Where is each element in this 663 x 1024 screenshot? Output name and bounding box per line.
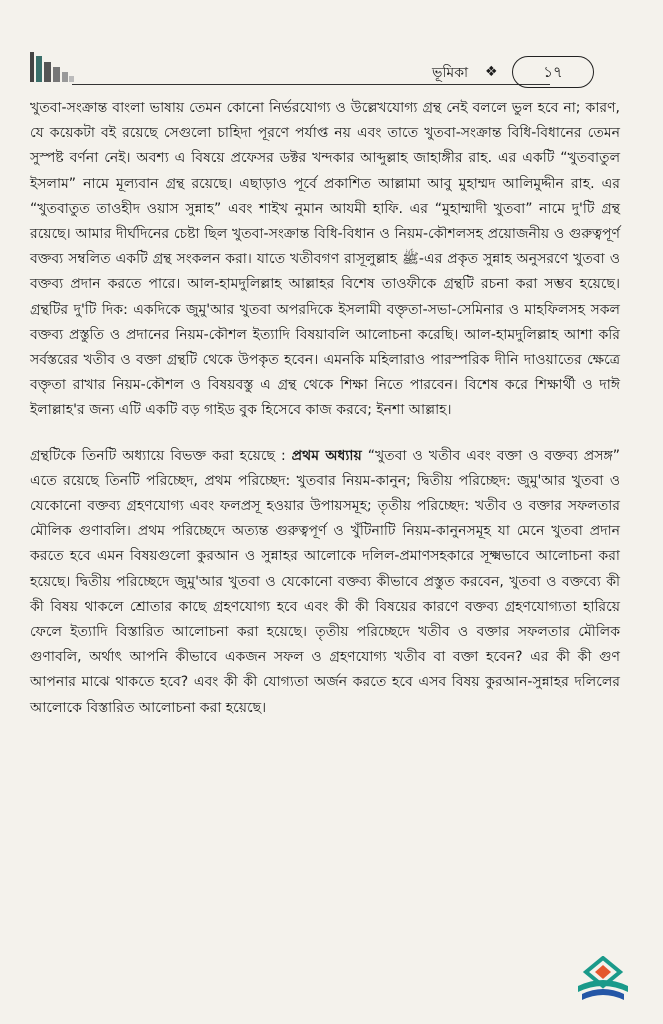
paragraph-2-start: গ্রন্থটিকে তিনটি অধ্যায়ে বিভক্ত করা হয়েছে : (30, 447, 292, 464)
header-rule (72, 84, 550, 85)
chapter-one-heading: প্রথম অধ্যায় (291, 447, 362, 464)
paragraph-2-rest: “খুতবা ও খতীব এবং বক্তা ও বক্তব্য প্রসঙ্গ” এতে রয়েছে তিনটি পরিচ্ছেদ, প্রথম পরিচ্ছেদ: খুতবার নিয়ম-কানুন; দ্বিতীয় পরিচ্ছেদ: জুমু'আর খুতবা ও যেকোনো বক্তব্য গ্রহণযোগ্য এবং ফলপ্রসূ হওয়ার উপায়সমূহ; তৃতীয় পরিচ্ছেদ: খতীব ও বক্তার সফলতার মৌলিক গুণাবলি। প্রথম পরিচ্ছেদে অত্যন্ত গুরুত্বপূর্ণ ও খুঁটিনাটি নিয়ম-কানুনসমূহ যা মেনে খুতবা প্রদান করতে হবে এমন বিষয়গুলো কুরআন ও সুন্নাহর আলোকে দলিল-প্রমাণসহকারে সূক্ষ্মভাবে আলোচনা করা হয়েছে। দ্বিতীয় পরিচ্ছেদে জুমু'আর খুতবা ও যেকোনো বক্তব্য কীভাবে প্রস্তুত করবেন, খুতবা ও বক্তব্যে কী কী বিষয় থাকলে শ্রোতার কাছে গ্রহণযোগ্য হবে এবং কী কী বিষয়ের কারণে বক্তব্য গ্রহণযোগ্যতা হারিয়ে ফেলে ইত্যাদি বিস্তারিত আলোচনা করা হয়েছে। তৃতীয় পরিচ্ছেদে খতীব ও বক্তার সফলতার মৌলিক গুণাবলি, অর্থাৎ আপনি কীভাবে একজন সফল ও গ্রহণযোগ্য খতীব বা বক্তা হবেন? এর কী কী গুণ আপনার মাঝে থাকতে হবে? এবং কী কী যোগ্যতা অর্জন করতে হবে এসব বিষয় কুরআন-সুন্নাহর দলিলের আলোকে বিস্তারিত আলোচনা করা হয়েছে। (30, 447, 620, 716)
header-ornament-icon: ❖ (485, 64, 498, 80)
section-title: ভূমিকা (432, 65, 469, 81)
body-text (30, 96, 620, 721)
publisher-logo-icon (574, 956, 632, 1004)
corner-ornament-icon (30, 52, 74, 82)
paragraph-1: খুতবা-সংক্রান্ত বাংলা ভাষায় তেমন কোনো নির্ভরযোগ্য ও উল্লেখযোগ্য গ্রন্থ নেই বললে ভুল হবে না; কারণ, যে কয়েকটা বই রয়েছে সেগুলো চাহিদা পূরণে পর্যাপ্ত নয় এবং তাতে খুতবা-সংক্রান্ত বিধি-বিধানের তেমন সুস্পষ্ট বর্ণনা নেই। অবশ্য এ বিষয়ে প্রফেসর ডক্টর খন্দকার আব্দুল্লাহ জাহাঙ্গীর রাহ. এর একটি “খুতবাতুল ইসলাম” নামে মূল্যবান গ্রন্থ রয়েছে। এছাড়াও পূর্বে প্রকাশিত আল্লামা আবু মুহাম্মদ আলিমুদ্দীন রাহ. এর “খুতবাতুত তাওহীদ ওয়াস সুন্নাহ” এবং শাইখ নুমান আযমী হাফি. এর “মুহাম্মাদী খুতবা” নামে দু'টি গ্রন্থ রয়েছে। আমার দীর্ঘদিনের চেষ্টা ছিল খুতবা-সংক্রান্ত বিধি-বিধান ও নিয়ম-কৌশলসহ প্রয়োজনীয় ও গুরুত্বপূর্ণ বক্তব্য সম্বলিত একটি গ্রন্থ সংকলন করা। যাতে খতীবগণ রাসূলুল্লাহ ﷺ-এর প্রকৃত সুন্নাহ অনুসরণে খুতবা ও বক্তব্য প্রদান করতে পারে। আল-হামদুলিল্লাহ আল্লাহর বিশেষ তাওফীকে গ্রন্থটি রচনা করা সম্ভব হয়েছে। গ্রন্থটির দু'টি দিক: একদিকে জুমু'আর খুতবা অপরদিকে ইসলামী বক্তৃতা-সভা-সেমিনার ও মাহফিলসহ সকল বক্তব্য প্রস্তুতি ও প্রদানের নিয়ম-কৌশল ইত্যাদি বিষয়াবলি আলোচনা করেছি। আল-হামদুলিল্লাহ আশা করি সর্বস্তরের খতীব ও বক্তা গ্রন্থটি থেকে উপকৃত হবেন। এমনকি মহিলারাও পারস্পরিক দীনি দাওয়াতের ক্ষেত্রে বক্তৃতা রাখার নিয়ম-কৌশল ও বিষয়বস্তু এ গ্রন্থ থেকে শিক্ষা নিতে পারবেন। বিশেষ করে শিক্ষার্থী ও দাঈ ইলাল্লাহ'র জন্য এটি একটি বড় গাইড বুক হিসেবে কাজ করবে; ইনশা আল্লাহ। (30, 100, 621, 419)
paragraph-2 (30, 444, 620, 721)
page-number: ১৭ (512, 56, 594, 88)
